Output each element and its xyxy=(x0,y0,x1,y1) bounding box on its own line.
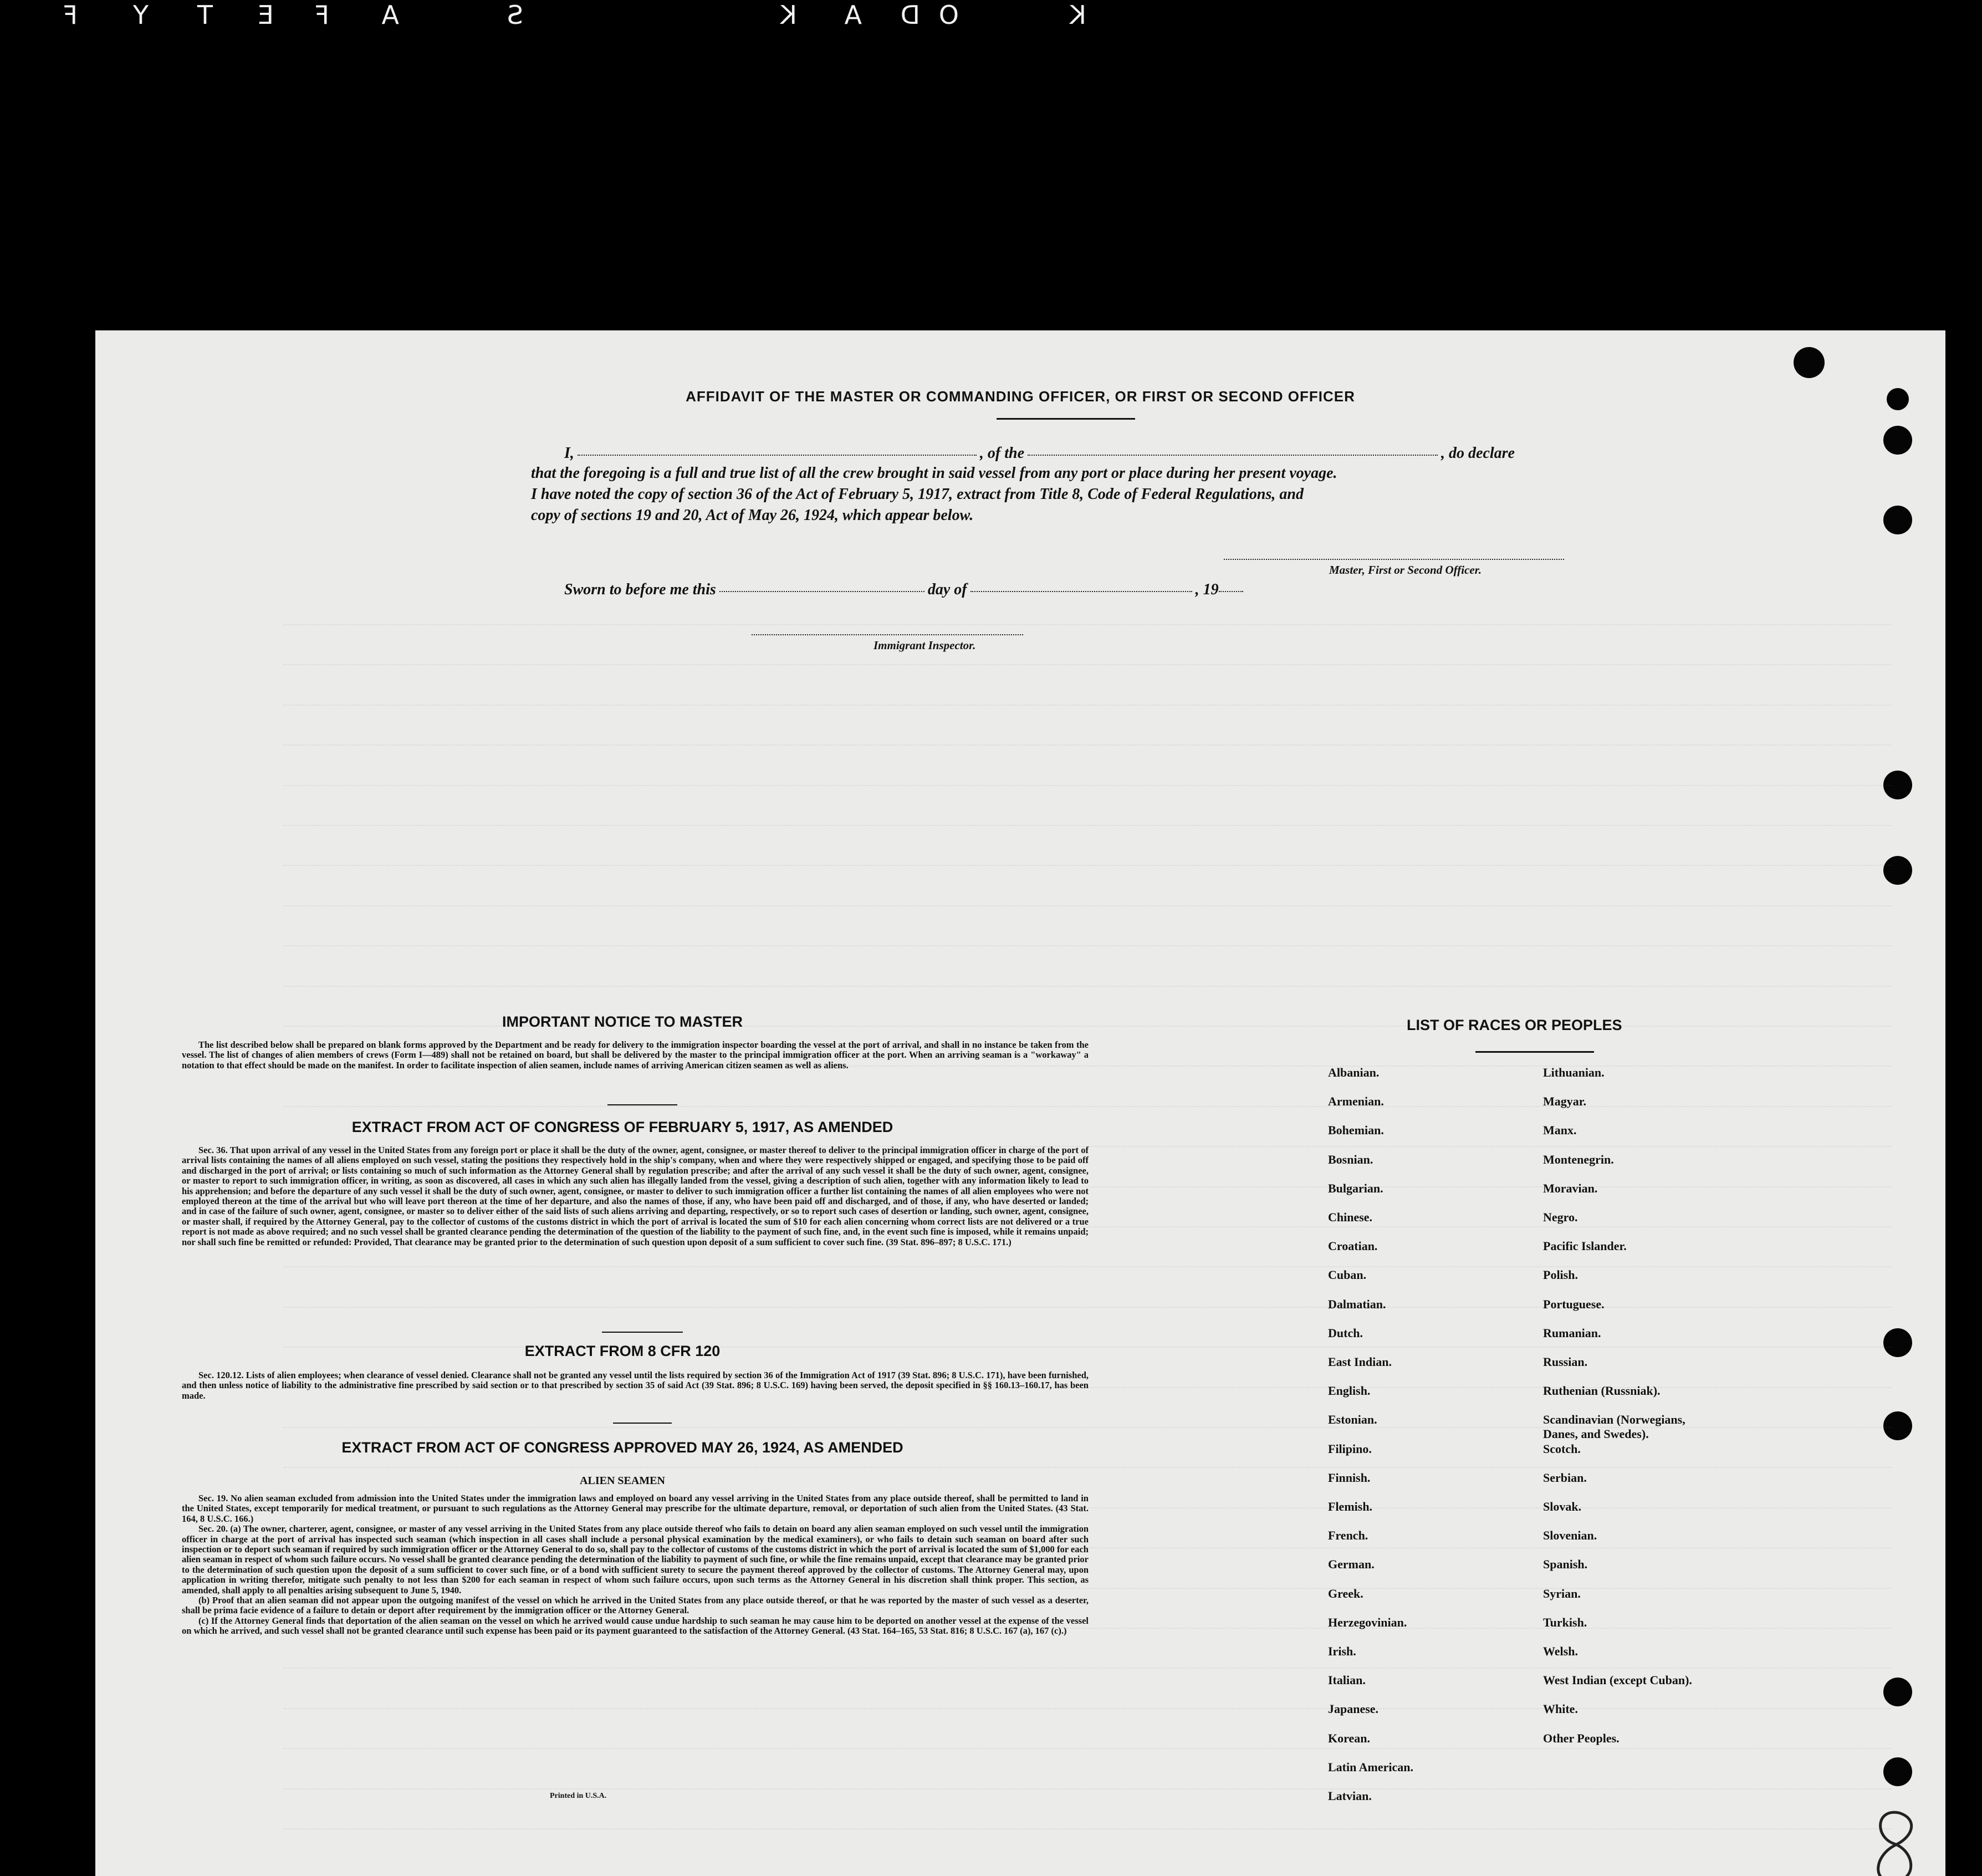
bleed-through-row xyxy=(284,825,1891,837)
declaration-do-declare: , do declare xyxy=(1441,445,1515,462)
race-item: Chinese. xyxy=(1328,1210,1373,1224)
film-edge-letter: A xyxy=(379,0,399,30)
race-item: Magyar. xyxy=(1543,1094,1587,1109)
race-item: Irish. xyxy=(1328,1644,1356,1658)
race-item: Syrian. xyxy=(1543,1586,1581,1600)
master-name-field[interactable] xyxy=(578,453,977,456)
extract-1924-subtitle: ALIEN SEAMEN xyxy=(580,1475,665,1487)
race-item: Finnish. xyxy=(1328,1470,1371,1485)
document-sheet xyxy=(95,330,1945,1876)
race-item: Dutch. xyxy=(1328,1326,1363,1340)
extract-cfr-divider xyxy=(613,1423,672,1424)
notice-text xyxy=(182,1040,1089,1070)
affidavit-title: AFFIDAVIT OF THE MASTER OR COMMANDING OFFICER, OR FIRST OR SECOND OFFICER xyxy=(686,388,1355,405)
race-item: Dalmatian. xyxy=(1328,1297,1386,1311)
race-item: Scandinavian (Norwegians, Danes, and Swedes). xyxy=(1543,1413,1685,1441)
race-item: Bohemian. xyxy=(1328,1123,1384,1138)
race-item: Cuban. xyxy=(1328,1268,1367,1282)
film-edge-letter: Y xyxy=(130,0,149,30)
sworn-text: Sworn to before me this xyxy=(564,581,716,598)
race-item: Italian. xyxy=(1328,1673,1366,1688)
race-item: Croatian. xyxy=(1328,1239,1378,1253)
race-item: Montenegrin. xyxy=(1543,1152,1614,1166)
race-item: Herzegovinian. xyxy=(1328,1615,1407,1629)
sworn-year-prefix: , 19 xyxy=(1195,581,1219,598)
bleed-through-row xyxy=(284,1828,1891,1841)
race-item: White. xyxy=(1543,1702,1578,1716)
extract-1924-text xyxy=(182,1493,1089,1637)
extract-1924-sec19: Sec. 19. No alien seaman excluded from admission into the United States under the immigration laws and employed on board any vessel arriving in the United States from any place outside thereof, shall be permitted to land in the United States, except temporarily for medical treatment, or pursuant to such regulations as the Attorney General may prescribe for the ultimate departure, removal, or deportation of such alien from the United States. (43 Stat. 164, 8 U.S.C. 166.) xyxy=(182,1493,1089,1524)
film-edge-letter: A xyxy=(842,0,862,30)
race-item: Scotch. xyxy=(1543,1441,1581,1456)
master-signature-label: Master, First or Second Officer. xyxy=(1329,563,1482,577)
extract-cfr-text xyxy=(182,1370,1089,1401)
film-edge-letter: T xyxy=(195,0,213,30)
bleed-through-row xyxy=(284,1266,1891,1278)
race-item: Filipino. xyxy=(1328,1441,1372,1456)
race-item: West Indian (except Cuban). xyxy=(1543,1673,1692,1688)
vessel-name-field[interactable] xyxy=(1028,453,1438,456)
race-item: Other Peoples. xyxy=(1543,1731,1620,1745)
notice-divider xyxy=(607,1104,677,1105)
race-item: Ruthenian (Russniak). xyxy=(1543,1384,1661,1398)
race-item: Estonian. xyxy=(1328,1413,1377,1427)
film-edge-letter: D xyxy=(898,0,920,30)
extract-1924-sec20b: (b) Proof that an alien seaman did not appear upon the outgoing manifest of the vessel on which he arrived in the United States from any place outside thereof, or that he was reported by the master of such vessel as a deserter, shall be prima facie evidence of a failure to detain or deport after requirement by the immigration officer or the Attorney General. xyxy=(182,1595,1089,1616)
race-item: Japanese. xyxy=(1328,1702,1379,1716)
race-item: Russian. xyxy=(1543,1355,1588,1369)
inspector-signature-label: Immigrant Inspector. xyxy=(873,639,976,652)
bleed-through-row xyxy=(284,865,1891,877)
punch-hole xyxy=(1883,426,1912,455)
race-item: Rumanian. xyxy=(1543,1326,1601,1340)
sworn-day-of: day of xyxy=(927,581,967,598)
extract-1917-divider xyxy=(602,1332,683,1333)
punch-hole xyxy=(1794,347,1825,378)
film-edge-letter: K xyxy=(1067,0,1086,30)
punch-hole xyxy=(1883,1757,1912,1786)
declaration-line-1 xyxy=(564,445,1515,462)
bleed-through-row xyxy=(284,664,1891,676)
notice-paragraph: The list described below shall be prepared on blank forms approved by the Department and be ready for delivery to the immigration inspector boarding the vessel at the port of arrival, and shall in no instance be taken from the vessel. The list of changes of alien members of crews (Form I—489) shall not be retained on board, but shall be delivered by the master to the principal immigration officer at the port. When an arriving seaman is a "workaway" a notation to that effect should be made on the manifest. In order to facilitate inspection of alien seamen, include names of arriving American citizen seamen as well as aliens. xyxy=(182,1039,1089,1070)
bleed-through-row xyxy=(284,905,1891,917)
bleed-through-row xyxy=(284,1708,1891,1720)
punch-hole xyxy=(1883,506,1912,534)
race-item: Bulgarian. xyxy=(1328,1181,1383,1195)
race-item: English. xyxy=(1328,1384,1371,1398)
race-item: Flemish. xyxy=(1328,1500,1373,1513)
bleed-through-row xyxy=(284,1307,1891,1319)
sworn-month-field[interactable] xyxy=(970,590,1192,592)
race-item: Korean. xyxy=(1328,1731,1370,1745)
race-item: Turkish. xyxy=(1543,1615,1587,1629)
race-item: Negro. xyxy=(1543,1210,1578,1224)
race-item: Latin American. xyxy=(1328,1760,1413,1774)
bleed-through-row xyxy=(284,1106,1891,1118)
race-item: Moravian. xyxy=(1543,1181,1598,1195)
bleed-through-row xyxy=(284,624,1891,636)
master-signature-field[interactable] xyxy=(1224,558,1564,560)
race-item: French. xyxy=(1328,1528,1368,1543)
bleed-through-row xyxy=(284,705,1891,717)
race-item: Portuguese. xyxy=(1543,1297,1605,1311)
sworn-day-field[interactable] xyxy=(719,590,924,592)
film-edge-letter: F xyxy=(312,0,329,30)
extract-1924-sec20a: Sec. 20. (a) The owner, charterer, agent, consignee, or master of any vessel arriving in the United States from any place outside thereof who fails to detain on board any alien seaman employed on such vessel until the immigration officer in charge at the port of arrival has inspected such seaman (which inspection in all cases shall include a personal physical examination by the medical examiners), or who fails to detain such seaman on board after such inspection or to deport such seaman if required by such immigration officer or the Attorney General to do so, shall pay to the collector of customs of the customs district in which the port of arrival is located the sum of $1,000 for each alien seaman in respect of whom such failure occurs. No vessel shall be granted clearance pending the determination of the liability to payment of such fine, or while the fine remains unpaid, except that clearance may be granted prior to the determination of such question upon the deposit of a sum sufficient to cover such fine, or of a bond with sufficient surety to secure the payment thereof approved by the collector of customs. The Attorney General may, upon application in writing therefor, mitigate such penalty to not less than $200 for each seaman in respect of whom such failure occurs, upon such terms as the Attorney General in his discretion shall think proper. This section, as amended, shall apply to all penalties arising subsequent to June 5, 1940. xyxy=(182,1523,1089,1595)
bleed-through-row xyxy=(284,986,1891,998)
bleed-through-row xyxy=(284,745,1891,757)
race-item: Pacific Islander. xyxy=(1543,1239,1627,1253)
punch-hole xyxy=(1883,1678,1912,1706)
extract-cfr-paragraph: Sec. 120.12. Lists of alien employees; when clearance of vessel denied. Clearance shall not be granted any vessel until the lists required by section 36 of the Immigration Act of 1917 (39 Stat. 896; 8 U.S.C. 171), have been furnished, and then unless notice of liability to the administrative fine prescribed by said section or to that prescribed by section 35 of said Act (39 Stat. 896; 8 U.S.C. 169) having been served, the deposit specified in §§ 160.13–160.17, has been made. xyxy=(182,1370,1089,1401)
film-edge-letter: S xyxy=(504,0,523,30)
extract-1924-sec20c: (c) If the Attorney General finds that deportation of the alien seaman on the vessel on which he arrived would cause undue hardship to such seaman he may cause him to be deported on another vessel at the expense of the vessel on which he arrived, and such vessel shall not be granted clearance until such expense has been paid or its payment guaranteed to the satisfaction of the Attorney General. (43 Stat. 164–165, 53 Stat. 816; 8 U.S.C. 167 (a), 167 (c).) xyxy=(182,1615,1089,1637)
film-edge-letter: F xyxy=(60,0,78,30)
handwritten-page-mark xyxy=(1864,1805,1925,1876)
title-divider xyxy=(997,418,1135,420)
inspector-signature-field[interactable] xyxy=(752,633,1023,635)
extract-1917-paragraph: Sec. 36. That upon arrival of any vessel in the United States from any foreign port or place it shall be the duty of the owner, agent, consignee, or master thereof to deliver to the principal immigration officer in charge of the port of arrival lists containing the names of all aliens employed on such vessel, stating the positions they respectively hold in the ship's company, when and where they were respectively shipped or engaged, and specifying those to be paid off and discharged in the port of arrival; or lists containing so much of such information as the Attorney General shall by regulation prescribe; and after the arrival of any such vessel it shall be the duty of such owner, agent, consignee, or master to report to such immigration officer, in writing, as soon as discovered, all cases in which any such alien has illegally landed from the vessel, giving a description of such alien, together with any information likely to lead to his apprehension; and before the departure of any such vessel it shall be the duty of such owner, agent, consignee, or master to deliver to such immigration officer a further list containing the names of all alien employees who were not employed thereon at the time of the arrival but who will leave port thereon at the time of her departure, and also the names of those, if any, who have been paid off and discharged, and of those, if any, who have deserted or landed; and in case of the failure of such owner, agent, consignee, or master so to deliver either of the said lists of such aliens arriving and departing, respectively, or so to report such cases of desertion or landing, such owner, agent, consignee, or master shall, if required by the Attorney General, pay to the collector of customs of the customs district in which the port of arrival is located the sum of $10 for each alien concerning whom correct lists are not delivered or a true report is not made as above required; and no such vessel shall be granted clearance pending the determination of the question of the liability to the payment of such fine, and, in the event such fine is imposed, while it remains unpaid; nor shall such fine be remitted or refunded: Provided, That clearance may be granted prior to the determination of such question upon deposit of a sum sufficient to cover such fine. (39 Stat. 896–897; 8 U.S.C. 171.) xyxy=(182,1145,1089,1247)
races-divider xyxy=(1475,1051,1594,1053)
declaration-of-the: , of the xyxy=(979,445,1025,462)
film-edge-letter: O xyxy=(936,0,959,30)
declaration-line-2: that the foregoing is a full and true list of all the crew brought in said vessel from any port or place during her present voyage. xyxy=(531,465,1337,482)
printed-in-label: Printed in U.S.A. xyxy=(550,1792,607,1800)
race-item: Polish. xyxy=(1543,1268,1578,1282)
race-item: Lithuanian. xyxy=(1543,1066,1605,1079)
declaration-line-4: copy of sections 19 and 20, Act of May 26, 1924, which appear below. xyxy=(531,507,974,524)
bleed-through-row xyxy=(284,1788,1891,1801)
race-item: Armenian. xyxy=(1328,1094,1384,1109)
declaration-i: I, xyxy=(564,445,574,462)
notice-title: IMPORTANT NOTICE TO MASTER xyxy=(502,1013,743,1030)
extract-1917-title: EXTRACT FROM ACT OF CONGRESS OF FEBRUARY 5, 1917, AS AMENDED xyxy=(351,1119,893,1135)
race-item: Serbian. xyxy=(1543,1470,1587,1485)
race-item: Albanian. xyxy=(1328,1066,1380,1079)
race-item: Latvian. xyxy=(1328,1789,1372,1803)
sworn-line xyxy=(564,581,1243,599)
extract-1917-text xyxy=(182,1145,1089,1247)
races-title: LIST OF RACES OR PEOPLES xyxy=(1407,1017,1622,1033)
bleed-through-row xyxy=(284,1748,1891,1760)
race-item: Welsh. xyxy=(1543,1644,1578,1658)
race-item: Slovak. xyxy=(1543,1500,1582,1513)
race-item: Manx. xyxy=(1543,1123,1577,1138)
declaration-line-3: I have noted the copy of section 36 of the Act of February 5, 1917, extract from Title 8, Code of Federal Regulations, and xyxy=(531,486,1304,503)
film-edge-letter: E xyxy=(255,0,274,30)
race-item: Bosnian. xyxy=(1328,1152,1373,1166)
race-item: German. xyxy=(1328,1557,1375,1572)
film-edge-lettering xyxy=(0,0,1086,33)
sworn-year-field[interactable] xyxy=(1219,590,1243,592)
race-item: Slovenian. xyxy=(1543,1528,1597,1543)
race-item: East Indian. xyxy=(1328,1355,1392,1369)
extract-cfr-title: EXTRACT FROM 8 CFR 120 xyxy=(524,1343,721,1359)
race-item: Spanish. xyxy=(1543,1557,1588,1572)
race-item: Greek. xyxy=(1328,1586,1363,1600)
extract-1924-title: EXTRACT FROM ACT OF CONGRESS APPROVED MAY 26, 1924, AS AMENDED xyxy=(341,1439,903,1456)
film-edge-letter: K xyxy=(778,0,797,30)
bleed-through-row xyxy=(284,945,1891,957)
bleed-through-row xyxy=(284,785,1891,797)
